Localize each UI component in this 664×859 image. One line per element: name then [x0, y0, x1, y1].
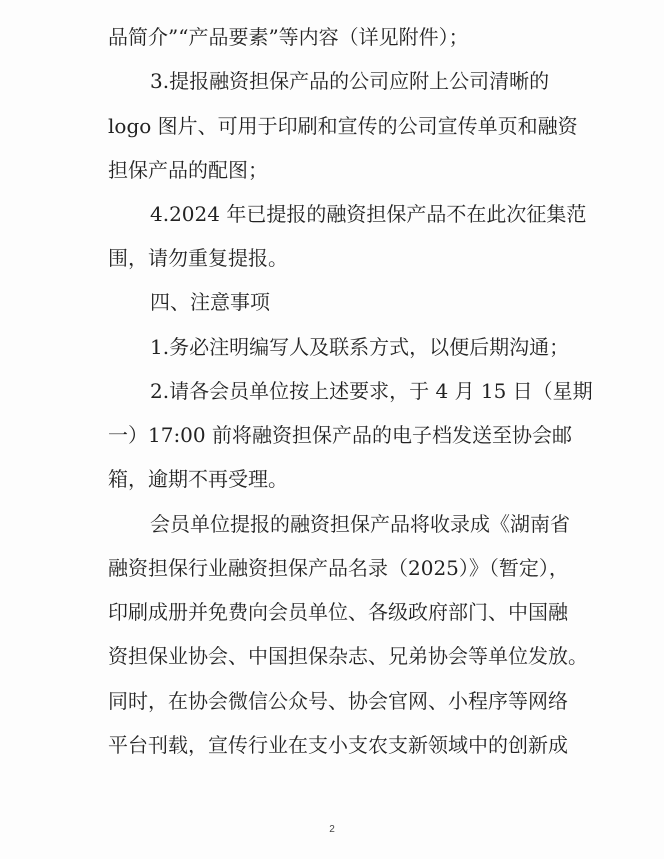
- text-line-6: 围，请勿重复提报。: [108, 246, 288, 270]
- text-line-10: 一）17:00 前将融资担保产品的电子档发送至协会邮: [108, 423, 572, 447]
- page-number: 2: [329, 824, 335, 835]
- text-line-11: 箱，逾期不再受理。: [108, 467, 288, 491]
- text-line-5: 4.2024 年已提报的融资担保产品不在此次征集范: [150, 202, 587, 226]
- text-line-8: 1.务必注明编写人及联系方式，以便后期沟通；: [150, 335, 570, 359]
- text-line-17: 平台刊载，宣传行业在支小支农支新领域中的创新成: [108, 733, 568, 757]
- section-heading: 四、注意事项: [150, 290, 270, 314]
- text-line-14: 印刷成册并免费向会员单位、各级政府部门、中国融: [108, 600, 568, 624]
- text-line-13: 融资担保行业融资担保产品名录（2025）》（暂定），: [108, 556, 569, 580]
- text-line-16: 同时，在协会微信公众号、协会官网、小程序等网络: [108, 689, 568, 713]
- text-line-12: 会员单位提报的融资担保产品将收录成《湖南省: [150, 512, 570, 536]
- text-line-15: 资担保业协会、中国担保杂志、兄弟协会等单位发放。: [108, 644, 588, 668]
- text-line-4: 担保产品的配图；: [108, 158, 268, 182]
- text-line-2: 3.提报融资担保产品的公司应附上公司清晰的: [150, 69, 550, 93]
- text-line-1: 品简介”“产品要素”等内容（详见附件）；: [108, 25, 469, 49]
- text-line-3: logo 图片、可用于印刷和宣传的公司宣传单页和融资: [108, 114, 578, 138]
- text-line-9: 2.请各会员单位按上述要求，于 4 月 15 日（星期: [150, 379, 593, 403]
